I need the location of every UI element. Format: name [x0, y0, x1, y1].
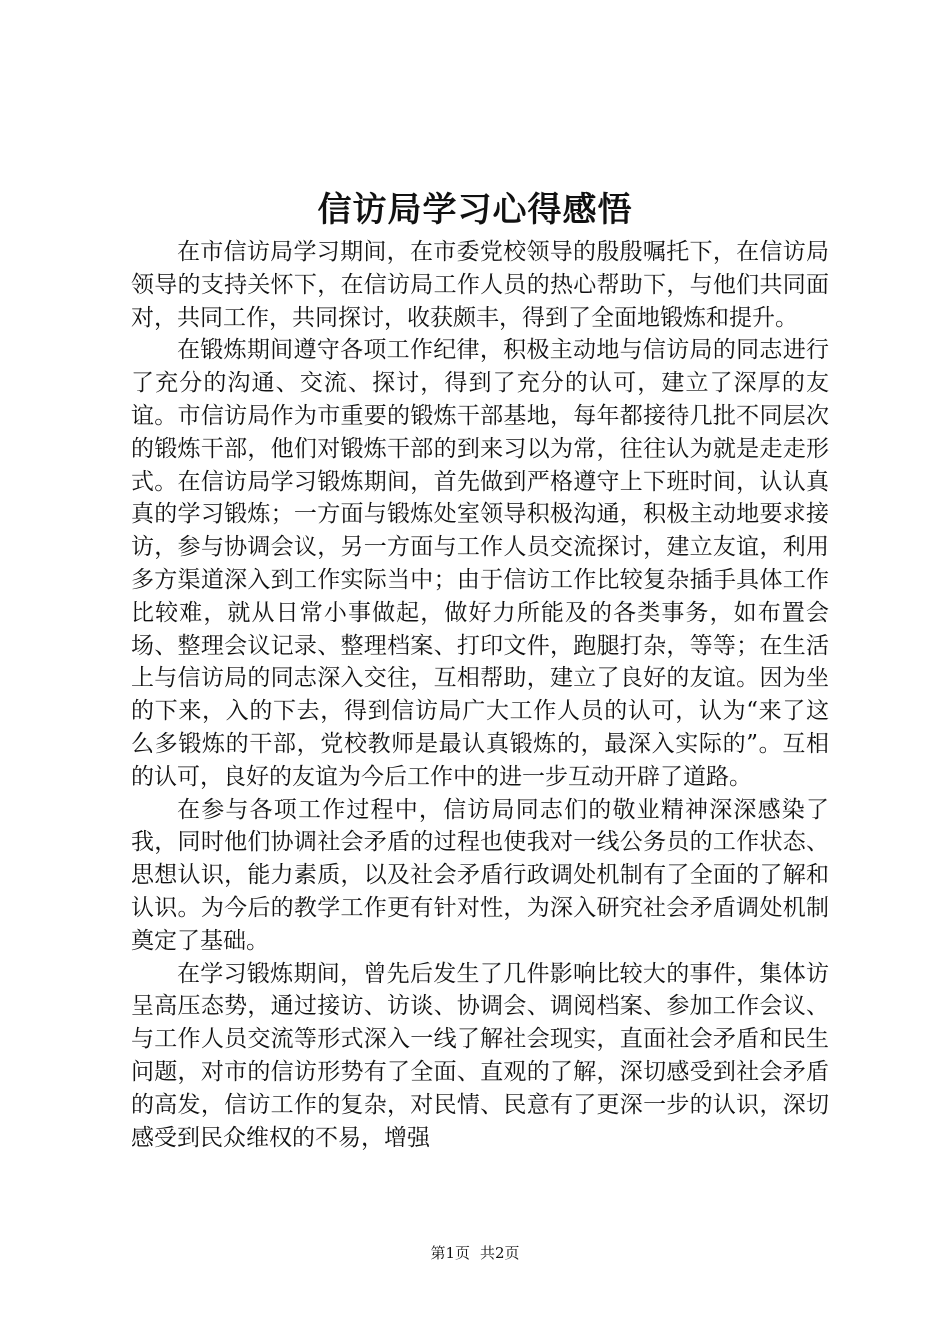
page-footer: [0, 1243, 950, 1263]
paragraph-2: 在锻炼期间遵守各项工作纪律，积极主动地与信访局的同志进行了充分的沟通、交流、探讨，得到了充分的认可，建立了深厚的友谊。市信访局作为市重要的锻炼干部基地，每年都接待几批不同层次的锻炼干部，他们对锻炼干部的到来习以为常，往往认为就是走走形式。在信访局学习锻炼期间，首先做到严格遵守上下班时间，认认真真的学习锻炼；一方面与锻炼处室领导积极沟通，积极主动地要求接访，参与协调会议，另一方面与工作人员交流探讨，建立友谊，利用多方渠道深入到工作实际当中；由于信访工作比较复杂插手具体工作比较难，就从日常小事做起，做好力所能及的各类事务，如布置会场、整理会议记录、整理档案、打印文件，跑腿打杂，等等；在生活上与信访局的同志深入交往，互相帮助，建立了良好的友谊。因为坐的下来，入的下去，得到信访局广大工作人员的认可，认为“来了这么多锻炼的干部，党校教师是最认真锻炼的，最深入实际的”。互相的认可，良好的友谊为今后工作中的进一步互动开辟了道路。: [131, 337, 829, 790]
page-total: 共2页: [480, 1244, 520, 1262]
paragraph-3: 在参与各项工作过程中，信访局同志们的敬业精神深深感染了我，同时他们协调社会矛盾的过程也使我对一线公务员的工作状态、思想认识，能力素质，以及社会矛盾行政调处机制有了全面的了解和认识。为今后的教学工作更有针对性，为深入研究社会矛盾调处机制奠定了基础。: [131, 796, 829, 954]
page-number: 第1页: [430, 1244, 470, 1262]
document-body: [131, 236, 829, 1154]
paragraph-4: 在学习锻炼期间，曾先后发生了几件影响比较大的事件，集体访呈高压态势，通过接访、访谈、协调会、调阅档案、参加工作会议、与工作人员交流等形式深入一线了解社会现实，直面社会矛盾和民生问题，对市的信访形势有了全面、直观的了解，深切感受到社会矛盾的高发，信访工作的复杂，对民情、民意有了更深一步的认识，深切感受到民众维权的不易，增强: [131, 960, 829, 1151]
document-title: 信访局学习心得感悟: [317, 190, 633, 230]
paragraph-1: 在市信访局学习期间，在市委党校领导的殷殷嘱托下，在信访局领导的支持关怀下，在信访局工作人员的热心帮助下，与他们共同面对，共同工作，共同探讨，收获颇丰，得到了全面地锻炼和提升。: [131, 239, 829, 331]
